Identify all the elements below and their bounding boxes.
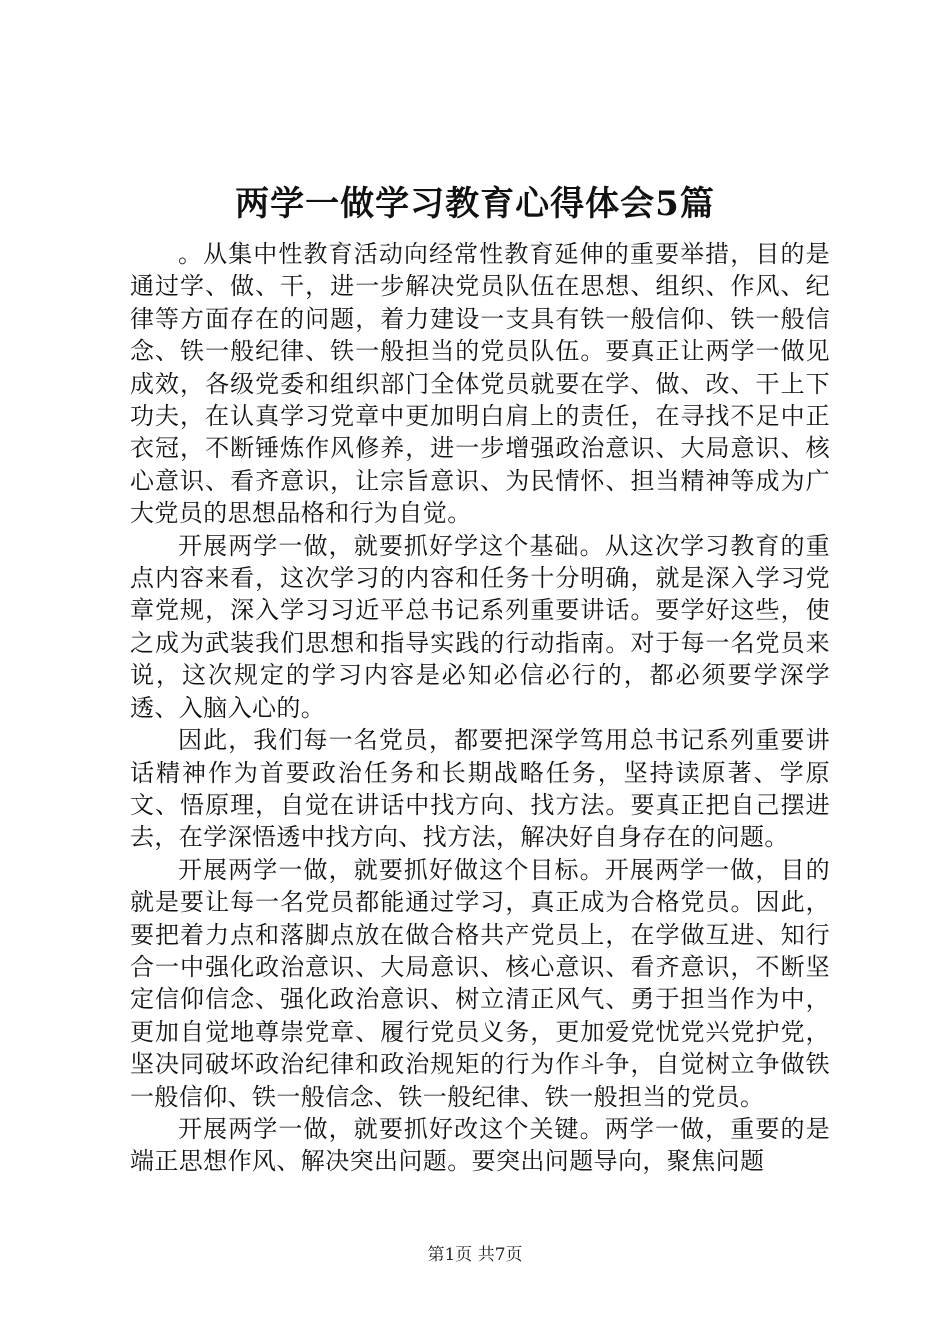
document-body xyxy=(130,238,830,1178)
document-title: 两学一做学习教育心得体会5篇 xyxy=(235,184,715,224)
paragraph-3: 因此，我们每一名党员，都要把深学笃用总书记系列重要讲话精神作为首要政治任务和长期战略任务，坚持读原著、学原文、悟原理，自觉在讲话中找方向、找方法。要真正把自己摆进去，在学深悟透中找方向、找方法，解决好自身存在的问题。 xyxy=(130,726,830,852)
paragraph-5: 开展两学一做，就要抓好改这个关键。两学一做，重要的是端正思想作风、解决突出问题。要突出问题导向，聚焦问题 xyxy=(130,1114,830,1176)
paragraph-1: 。从集中性教育活动向经常性教育延伸的重要举措，目的是通过学、做、干，进一步解决党员队伍在思想、组织、作风、纪律等方面存在的问题，着力建设一支具有铁一般信仰、铁一般信念、铁一般纪律、铁一般担当的党员队伍。要真正让两学一做见成效，各级党委和组织部门全体党员就要在学、做、改、干上下功夫，在认真学习党章中更加明白肩上的责任，在寻找不足中正衣冠，不断锤炼作风修养，进一步增强政治意识、大局意识、核心意识、看齐意识，让宗旨意识、为民情怀、担当精神等成为广大党员的思想品格和行为自觉。 xyxy=(130,240,830,528)
paragraph-2: 开展两学一做，就要抓好学这个基础。从这次学习教育的重点内容来看，这次学习的内容和任务十分明确，就是深入学习党章党规，深入学习习近平总书记系列重要讲话。要学好这些，使之成为武装我们思想和指导实践的行动指南。对于每一名党员来说，这次规定的学习内容是必知必信必行的，都必须要学深学透、入脑入心的。 xyxy=(130,531,830,722)
page-number-footer: 第1页 共7页 xyxy=(427,1245,523,1265)
paragraph-4: 开展两学一做，就要抓好做这个目标。开展两学一做，目的就是要让每一名党员都能通过学习，真正成为合格党员。因此，要把着力点和落脚点放在做合格共产党员上，在学做互进、知行合一中强化政治意识、大局意识、核心意识、看齐意识，不断坚定信仰信念、强化政治意识、树立清正风气、勇于担当作为中，更加自觉地尊崇党章、履行党员义务，更加爱党忧党兴党护党，坚决同破坏政治纪律和政治规矩的行为作斗争，自觉树立争做铁一般信仰、铁一般信念、铁一般纪律、铁一般担当的党员。 xyxy=(130,855,830,1111)
